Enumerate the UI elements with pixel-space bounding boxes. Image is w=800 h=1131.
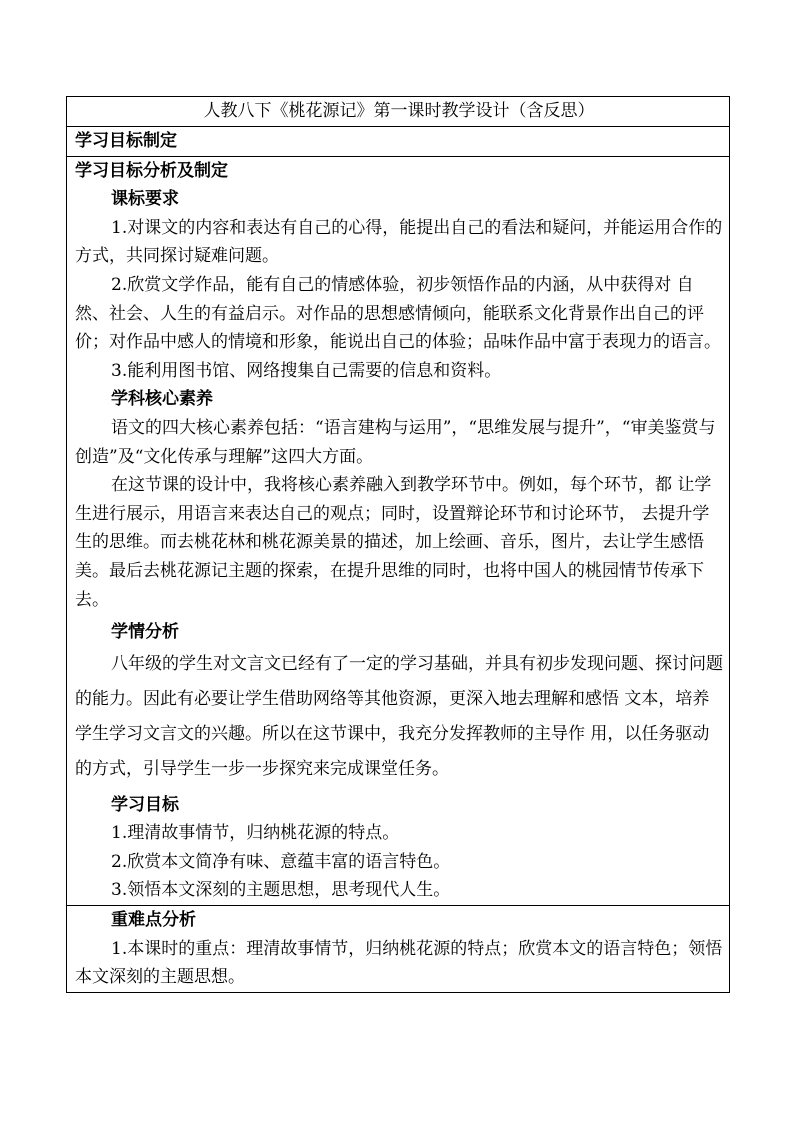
subheading-key-points: 重难点分析 [111,910,196,931]
student-analysis-paragraph: 八年级的学生对文言文已经有了一定的学习基础，并具有初步发现问题、探讨问题的能力。因此有必要让学生借助网络等其他资源，更深入地去理解和感悟 文本，培养学生学习文言文的兴趣。所以在这节课中，我充分发挥教师的主导作 用，以任务驱动的方式，引导学生一步一步探究来完成课堂任务。 [75,653,723,779]
section-row-objectives [67,127,730,157]
title-row [67,97,730,127]
goal-item-1: 1.理清故事情节，归纳桃花源的特点。 [111,823,400,844]
subheading-learning-goals: 学习目标 [111,794,179,815]
subheading-student-analysis: 学情分析 [111,622,179,643]
analysis-cell [67,156,730,905]
section-heading-analysis: 学习目标分析及制定 [75,160,228,181]
lesson-plan-table [66,96,730,993]
curriculum-item-2: 2.欣赏文学作品，能有自己的情感体验，初步领悟作品的内涵，从中获得对 自然、社会、人生的有益启示。对作品的思想感情倾向，能联系文化背景作出自己的评价；对作品中感人的情境和形象，能说出自己的体验；品味作品中富于表现力的语言。 [75,274,721,353]
document-title: 人教八下《桃花源记》第一课时教学设计（含反思） [67,97,730,127]
key-point-item-1: 1.本课时的重点：理清故事情节，归纳桃花源的特点；欣赏本文的语言特色；领悟本文深刻的主题思想。 [75,938,723,988]
curriculum-item-1: 1.对课文的内容和表达有自己的心得，能提出自己的看法和疑问，并能运用合作的方式，共同探讨疑难问题。 [75,217,723,267]
goal-item-3: 3.领悟本文深刻的主题思想，思考现代人生。 [111,880,451,901]
curriculum-item-3: 3.能利用图书馆、网络搜集自己需要的信息和资料。 [111,360,502,381]
section-heading-objectives: 学习目标制定 [67,127,730,157]
key-points-cell [67,906,730,993]
section-row-key-points [67,906,730,993]
subheading-curriculum: 课标要求 [111,189,179,210]
section-row-analysis [67,156,730,905]
goal-item-2: 2.欣赏本文简净有味、意蕴丰富的语言特色。 [111,851,451,872]
core-paragraph-2: 在这节课的设计中，我将核心素养融入到教学环节中。例如，每个环节，都 让学生进行展示，用语言来表达自己的观点；同时，设置辩论环节和讨论环节， 去提升学生的思维。而去桃花林和桃花源美景的描述，加上绘画、音乐，图片，去让学生感悟美。最后去桃花源记主题的探索，在提升思维的同时，也将中国人的桃园情节传承下去。 [75,475,712,610]
core-paragraph-1: 语文的四大核心素养包括：“语言建构与运用”，“思维发展与提升”，“审美鉴赏与创造”及“文化传承与理解”这四大方面。 [75,417,716,467]
subheading-core-literacy: 学科核心素养 [111,389,213,410]
